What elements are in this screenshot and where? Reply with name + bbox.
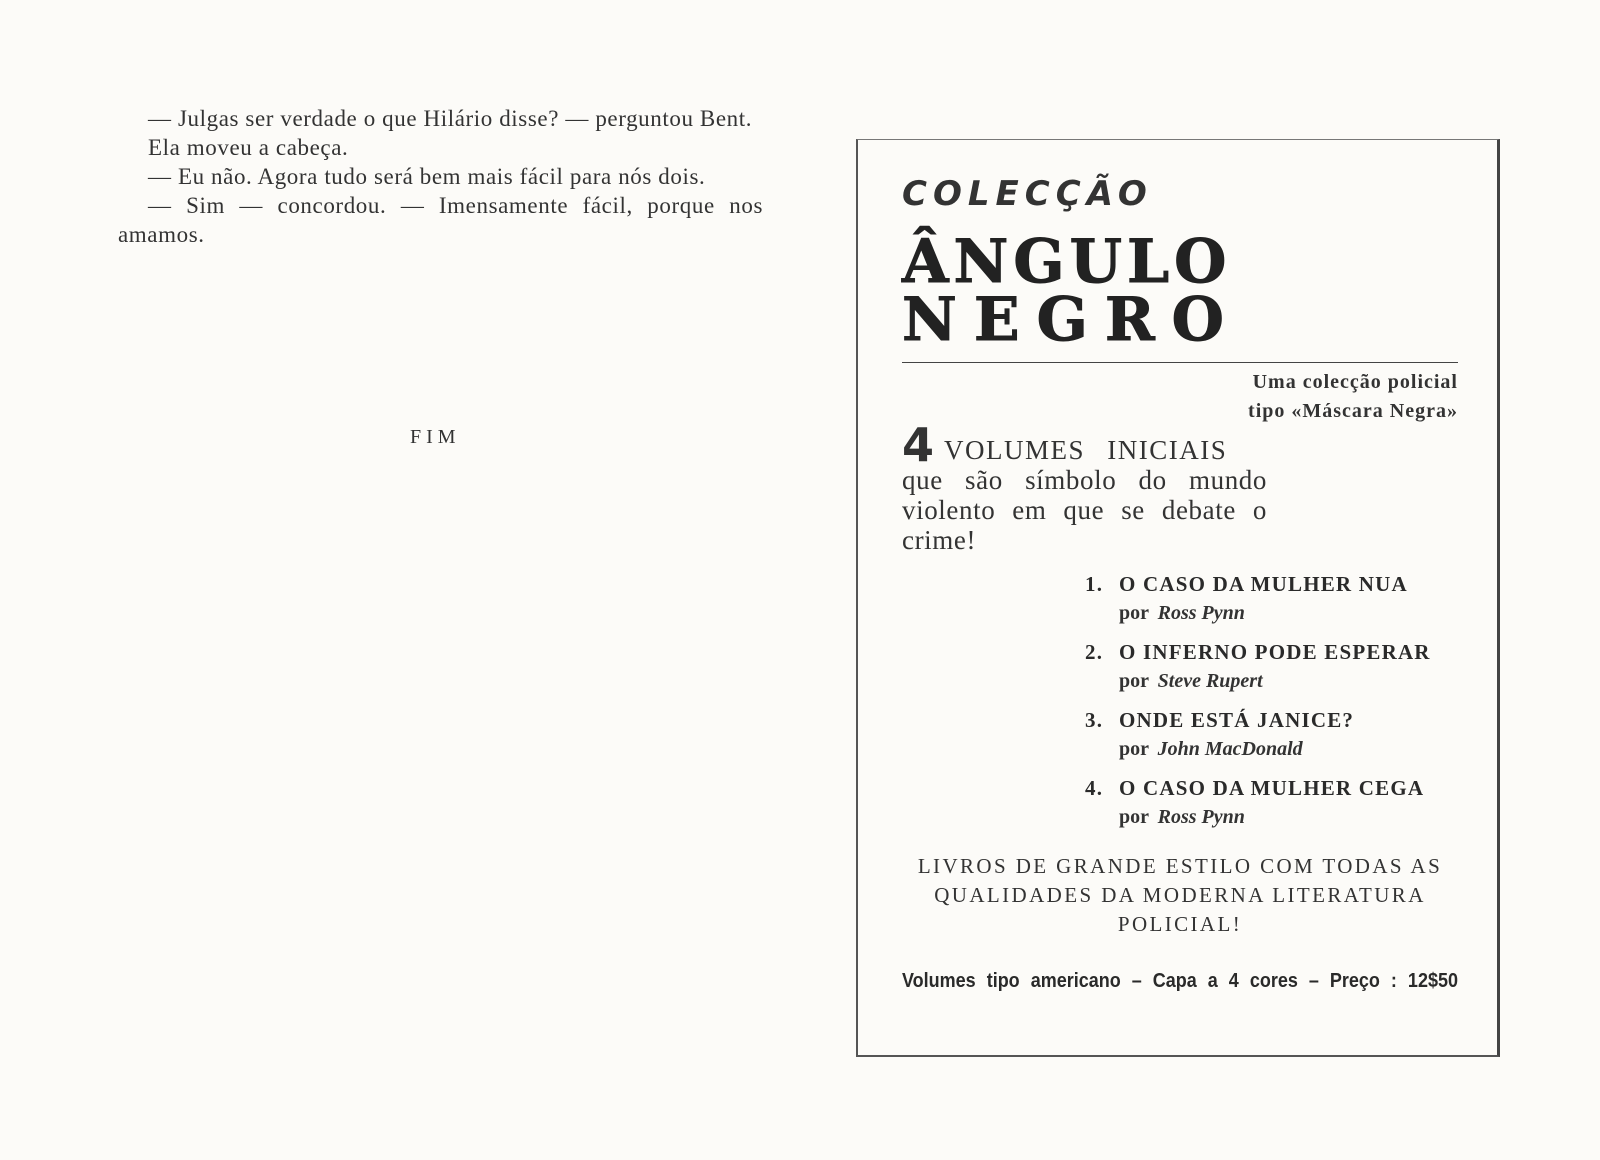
book-author: Ross Pynn [1157,602,1245,624]
collection-advertisement [856,139,1500,1057]
left-page-text [118,104,763,249]
book-author: John MacDonald [1157,738,1303,760]
book-item [1085,570,1460,638]
book-by: por [1119,738,1149,760]
book-item [1085,706,1460,774]
fim-label: FIM [410,426,461,448]
paragraph: — Sim — concordou. — Imensamente fácil, porque nos amamos. [118,193,763,247]
collection-title-line1: ÂNGULO [902,227,1232,297]
title-divider [902,362,1458,363]
volumes-count: 4 [902,418,935,472]
collection-subtitle [1248,368,1458,426]
paragraph: — Julgas ser verdade o que Hilário disse? — perguntou Bent. [148,106,753,131]
book-title: O INFERNO PODE ESPERAR [1119,640,1431,664]
book-by: por [1119,806,1149,828]
paragraph: Ela moveu a cabeça. [148,135,349,160]
book-by: por [1119,602,1149,624]
book-title: ONDE ESTÁ JANICE? [1119,708,1355,732]
book-item [1085,638,1460,706]
book-title: O CASO DA MULHER NUA [1119,572,1408,596]
book-number: 3. [1085,708,1104,732]
volumes-heading: VOLUMES INICIAIS [944,435,1228,465]
coleccao-label: COLECÇÃO [902,174,1153,214]
book-by: por [1119,670,1149,692]
book-author: Ross Pynn [1157,806,1245,828]
subtitle-line: Uma colecção policial [1252,371,1458,393]
price-footer: Volumes tipo americano – Capa a 4 cores – Preço : 12$50 [902,968,1458,992]
volumes-description: que são símbolo do mundo violento em que se debate o crime! [902,465,1267,555]
book-title: O CASO DA MULHER CEGA [1119,776,1425,800]
book-author: Steve Rupert [1157,670,1263,692]
volumes-intro [902,418,1267,555]
book-number: 2. [1085,640,1104,664]
book-number: 1. [1085,572,1104,596]
paragraph: — Eu não. Agora tudo será bem mais fácil para nós dois. [148,164,706,189]
collection-tagline: LIVROS DE GRANDE ESTILO COM TODAS AS QUALIDADES DA MODERNA LITERATURA POLICIAL! [917,854,1443,936]
book-item [1085,774,1460,842]
book-number: 4. [1085,776,1104,800]
book-list [1085,570,1460,842]
collection-title-line2: NEGRO [902,285,1241,355]
subtitle-line: tipo «Máscara Negra» [1248,400,1458,422]
